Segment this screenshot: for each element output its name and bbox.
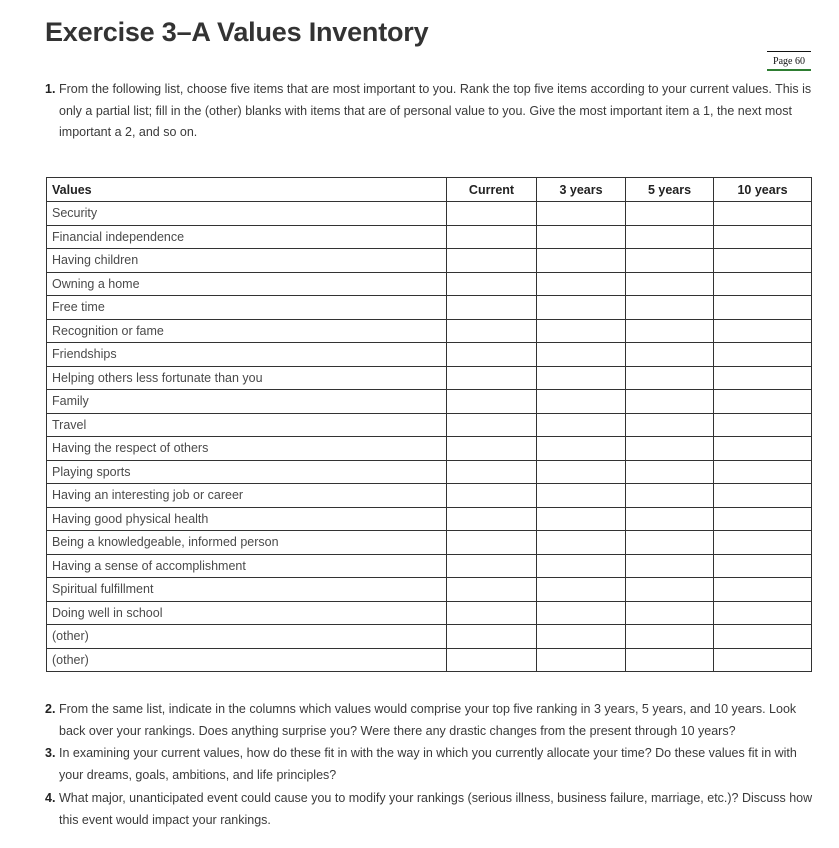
- question-3-number: 3.: [45, 746, 56, 760]
- rank-cell-5-years[interactable]: [626, 296, 714, 320]
- rank-cell-10-years[interactable]: [714, 460, 812, 484]
- rank-cell-3-years[interactable]: [537, 249, 626, 273]
- rank-cell-3-years[interactable]: [537, 554, 626, 578]
- table-row: [47, 648, 812, 672]
- rank-cell-5-years[interactable]: [626, 225, 714, 249]
- rank-cell-3-years[interactable]: [537, 296, 626, 320]
- rank-cell-3-years[interactable]: [537, 225, 626, 249]
- rank-cell-current[interactable]: [447, 202, 537, 226]
- rank-cell-current[interactable]: [447, 625, 537, 649]
- rank-cell-3-years[interactable]: [537, 601, 626, 625]
- question-2-text: From the same list, indicate in the columns which values would comprise your top five ranking in 3 years, 5 years, and 10 years. Look back over your rankings. Does anything surprise you? Were there any drastic changes from the present through 10 years?: [59, 702, 797, 738]
- value-label: Financial independence: [47, 225, 447, 249]
- table-row: [47, 296, 812, 320]
- rank-cell-3-years[interactable]: [537, 202, 626, 226]
- rank-cell-3-years[interactable]: [537, 507, 626, 531]
- rank-cell-10-years[interactable]: [714, 366, 812, 390]
- rank-cell-5-years[interactable]: [626, 437, 714, 461]
- value-label: Playing sports: [47, 460, 447, 484]
- value-label: Having children: [47, 249, 447, 273]
- value-label: Having good physical health: [47, 507, 447, 531]
- rank-cell-10-years[interactable]: [714, 554, 812, 578]
- rank-cell-5-years[interactable]: [626, 366, 714, 390]
- value-label: Security: [47, 202, 447, 226]
- value-label: Spiritual fulfillment: [47, 578, 447, 602]
- table-row: [47, 484, 812, 508]
- table-row: [47, 625, 812, 649]
- rank-cell-current[interactable]: [447, 648, 537, 672]
- rank-cell-3-years[interactable]: [537, 319, 626, 343]
- rank-cell-3-years[interactable]: [537, 343, 626, 367]
- rank-cell-10-years[interactable]: [714, 272, 812, 296]
- rank-cell-current[interactable]: [447, 484, 537, 508]
- value-label: Travel: [47, 413, 447, 437]
- rank-cell-3-years[interactable]: [537, 366, 626, 390]
- rank-cell-5-years[interactable]: [626, 460, 714, 484]
- value-label: Having a sense of accomplishment: [47, 554, 447, 578]
- rank-cell-current[interactable]: [447, 343, 537, 367]
- rank-cell-5-years[interactable]: [626, 343, 714, 367]
- rank-cell-10-years[interactable]: [714, 343, 812, 367]
- question-2: [45, 699, 815, 742]
- value-label: (other): [47, 625, 447, 649]
- rank-cell-10-years[interactable]: [714, 202, 812, 226]
- table-row: [47, 390, 812, 414]
- table-row: [47, 366, 812, 390]
- rank-cell-10-years[interactable]: [714, 578, 812, 602]
- rank-cell-3-years[interactable]: [537, 625, 626, 649]
- question-1-text: From the following list, choose five items that are most important to you. Rank the top five items according to your current values. This is only a partial list; fill in the (other) blanks with items that are of personal value to you. Give the most important item a 1, the next most important a 2, and so on.: [59, 82, 812, 139]
- rank-cell-10-years[interactable]: [714, 648, 812, 672]
- header-3-years: 3 years: [537, 178, 626, 202]
- rank-cell-5-years[interactable]: [626, 648, 714, 672]
- rank-cell-current[interactable]: [447, 366, 537, 390]
- table-row: [47, 507, 812, 531]
- header-10-years: 10 years: [714, 178, 812, 202]
- rank-cell-5-years[interactable]: [626, 413, 714, 437]
- rank-cell-current[interactable]: [447, 249, 537, 273]
- value-label: Recognition or fame: [47, 319, 447, 343]
- table-row: [47, 272, 812, 296]
- table-header-row: [47, 178, 812, 202]
- rank-cell-5-years[interactable]: [626, 578, 714, 602]
- value-label: Having an interesting job or career: [47, 484, 447, 508]
- value-label: Having the respect of others: [47, 437, 447, 461]
- rank-cell-5-years[interactable]: [626, 319, 714, 343]
- rank-cell-5-years[interactable]: [626, 390, 714, 414]
- page-title: Exercise 3–A Values Inventory: [45, 17, 429, 47]
- page-reference: Page 60: [767, 51, 811, 71]
- table-row: [47, 343, 812, 367]
- header-current: Current: [447, 178, 537, 202]
- rank-cell-current[interactable]: [447, 296, 537, 320]
- table-row: [47, 437, 812, 461]
- rank-cell-current[interactable]: [447, 413, 537, 437]
- rank-cell-current[interactable]: [447, 507, 537, 531]
- value-label: Friendships: [47, 343, 447, 367]
- rank-cell-3-years[interactable]: [537, 484, 626, 508]
- rank-cell-10-years[interactable]: [714, 413, 812, 437]
- table-row: [47, 249, 812, 273]
- rank-cell-3-years[interactable]: [537, 390, 626, 414]
- value-label: Helping others less fortunate than you: [47, 366, 447, 390]
- rank-cell-3-years[interactable]: [537, 272, 626, 296]
- rank-cell-10-years[interactable]: [714, 625, 812, 649]
- table-row: [47, 460, 812, 484]
- rank-cell-current[interactable]: [447, 390, 537, 414]
- values-table-body: [47, 202, 812, 672]
- question-4-number: 4.: [45, 791, 56, 805]
- table-row: [47, 225, 812, 249]
- table-row: [47, 601, 812, 625]
- rank-cell-10-years[interactable]: [714, 249, 812, 273]
- rank-cell-current[interactable]: [447, 578, 537, 602]
- rank-cell-current[interactable]: [447, 601, 537, 625]
- rank-cell-current[interactable]: [447, 554, 537, 578]
- question-1: [45, 79, 815, 144]
- rank-cell-5-years[interactable]: [626, 202, 714, 226]
- rank-cell-3-years[interactable]: [537, 648, 626, 672]
- value-label: Owning a home: [47, 272, 447, 296]
- rank-cell-3-years[interactable]: [537, 413, 626, 437]
- table-row: [47, 413, 812, 437]
- rank-cell-10-years[interactable]: [714, 507, 812, 531]
- question-1-number: 1.: [45, 82, 56, 96]
- rank-cell-10-years[interactable]: [714, 390, 812, 414]
- rank-cell-current[interactable]: [447, 460, 537, 484]
- rank-cell-3-years[interactable]: [537, 460, 626, 484]
- rank-cell-5-years[interactable]: [626, 601, 714, 625]
- question-4: [45, 788, 815, 831]
- value-label: Being a knowledgeable, informed person: [47, 531, 447, 555]
- rank-cell-3-years[interactable]: [537, 437, 626, 461]
- question-2-number: 2.: [45, 702, 56, 716]
- rank-cell-10-years[interactable]: [714, 225, 812, 249]
- rank-cell-10-years[interactable]: [714, 531, 812, 555]
- rank-cell-10-years[interactable]: [714, 296, 812, 320]
- table-row: [47, 202, 812, 226]
- question-3: [45, 743, 815, 786]
- rank-cell-5-years[interactable]: [626, 484, 714, 508]
- rank-cell-3-years[interactable]: [537, 531, 626, 555]
- rank-cell-current[interactable]: [447, 225, 537, 249]
- rank-cell-current[interactable]: [447, 531, 537, 555]
- question-4-text: What major, unanticipated event could cause you to modify your rankings (serious illness, business failure, marriage, etc.)? Discuss how this event would impact your rankings.: [59, 791, 813, 827]
- header-values: Values: [47, 178, 447, 202]
- rank-cell-current[interactable]: [447, 319, 537, 343]
- rank-cell-10-years[interactable]: [714, 437, 812, 461]
- value-label: Family: [47, 390, 447, 414]
- rank-cell-3-years[interactable]: [537, 578, 626, 602]
- value-label: (other): [47, 648, 447, 672]
- values-table: [46, 177, 812, 672]
- rank-cell-current[interactable]: [447, 437, 537, 461]
- question-3-text: In examining your current values, how do these fit in with the way in which you currently allocate your time? Do these values fit in with your dreams, goals, ambitions, and life principles?: [59, 746, 797, 782]
- table-row: [47, 531, 812, 555]
- rank-cell-5-years[interactable]: [626, 625, 714, 649]
- rank-cell-10-years[interactable]: [714, 319, 812, 343]
- table-row: [47, 319, 812, 343]
- rank-cell-10-years[interactable]: [714, 601, 812, 625]
- value-label: Free time: [47, 296, 447, 320]
- rank-cell-5-years[interactable]: [626, 249, 714, 273]
- rank-cell-10-years[interactable]: [714, 484, 812, 508]
- table-row: [47, 554, 812, 578]
- rank-cell-5-years[interactable]: [626, 531, 714, 555]
- value-label: Doing well in school: [47, 601, 447, 625]
- rank-cell-5-years[interactable]: [626, 272, 714, 296]
- rank-cell-5-years[interactable]: [626, 554, 714, 578]
- table-row: [47, 578, 812, 602]
- rank-cell-current[interactable]: [447, 272, 537, 296]
- rank-cell-5-years[interactable]: [626, 507, 714, 531]
- header-5-years: 5 years: [626, 178, 714, 202]
